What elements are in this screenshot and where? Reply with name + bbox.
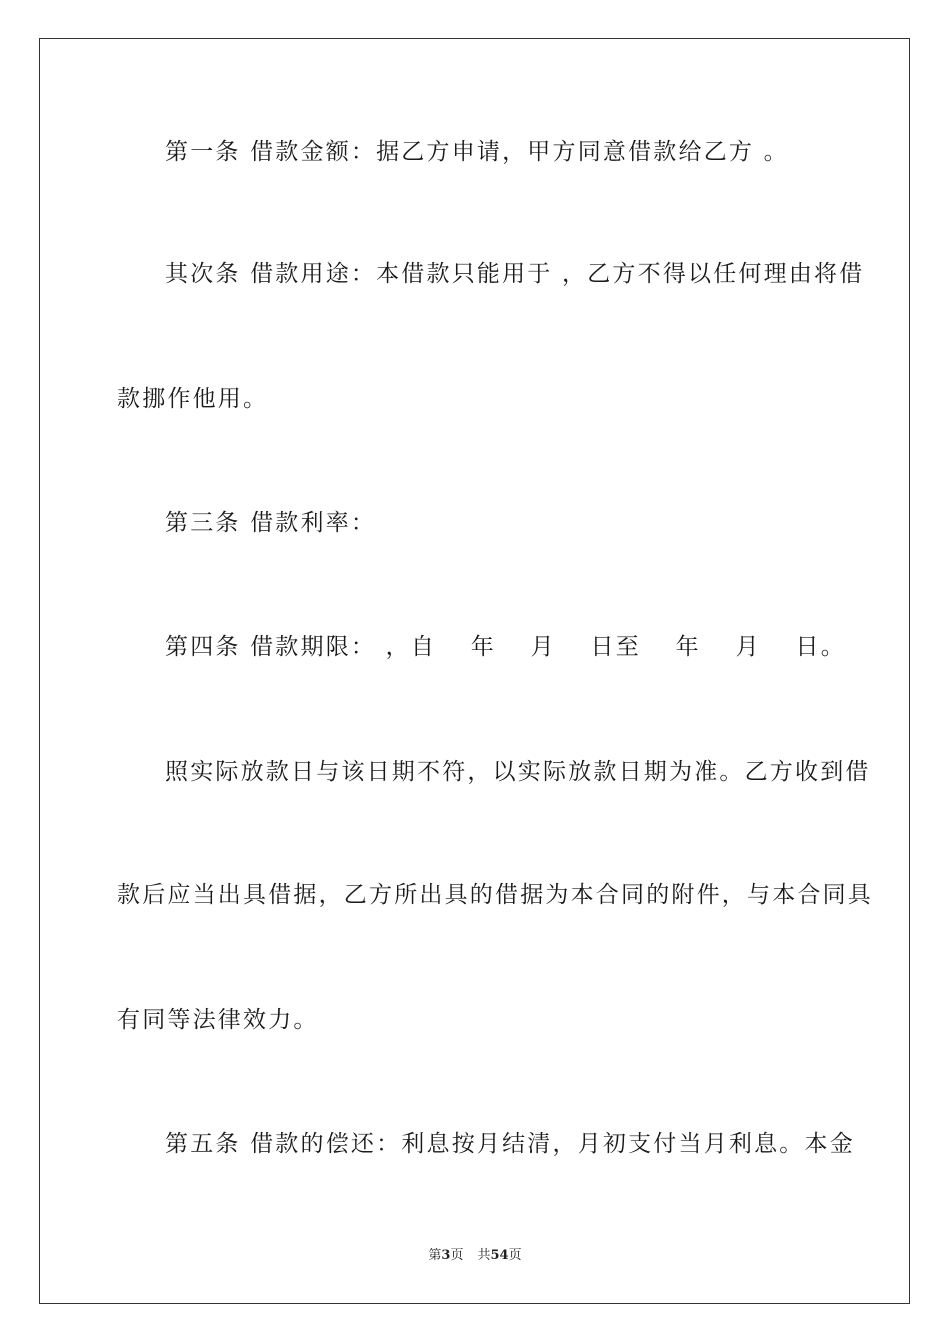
- page-suffix: 页: [450, 1248, 464, 1263]
- page-prefix: 第: [428, 1248, 442, 1263]
- clause-5-line: 第五条 借款的偿还：利息按月结清，月初支付当月利息。本金: [165, 1131, 855, 1157]
- clause-2-line-1: 其次条 借款用途：本借款只能用于 ，乙方不得以任何理由将借: [165, 261, 865, 287]
- clause-4-cont-line-1: 照实际放款日与该日期不符，以实际放款日期为准。乙方收到借: [165, 759, 871, 785]
- clause-3-line: 第三条 借款利率：: [165, 510, 377, 536]
- page-number: 3: [441, 1248, 451, 1263]
- total-pages: 54: [490, 1248, 509, 1263]
- clause-4-cont-line-2: 款后应当出具借据，乙方所出具的借据为本合同的附件，与本合同具: [117, 882, 873, 908]
- clause-2-line-2: 款挪作他用。: [117, 386, 269, 412]
- clause-4-line: 第四条 借款期限： ，自 年 月 日至 年 月 日。: [165, 634, 846, 660]
- page-frame: [39, 38, 910, 1304]
- total-suffix: 页: [508, 1248, 522, 1263]
- page-footer: [0, 1247, 950, 1265]
- clause-1-line: 第一条 借款金额：据乙方申请，甲方同意借款给乙方 。: [165, 139, 789, 165]
- total-prefix: 共: [477, 1248, 491, 1263]
- clause-4-cont-line-3: 有同等法律效力。: [117, 1007, 319, 1033]
